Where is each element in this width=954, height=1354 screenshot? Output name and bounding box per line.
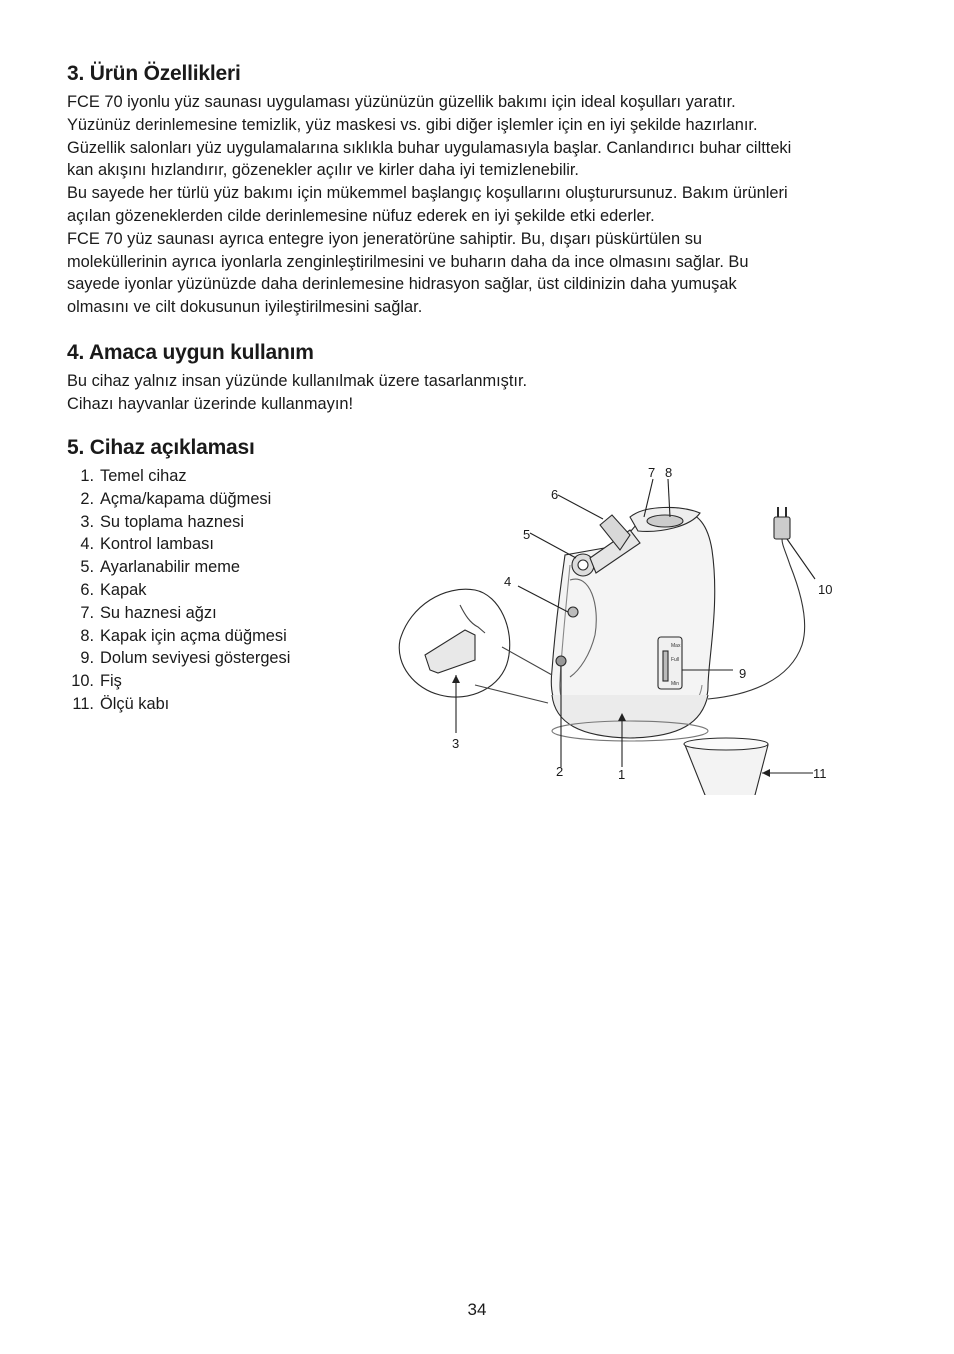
text-line: FCE 70 yüz saunası ayrıca entegre iyon jeneratörüne sahiptir. Bu, dışarı püskürtülen su [67, 229, 703, 248]
callout-2: 2 [556, 764, 564, 779]
list-item: 5. Ayarlanabilir meme [80, 558, 240, 577]
list-item: 1. Temel cihaz [80, 467, 187, 485]
callout-11: 11 [813, 766, 827, 781]
svg-text:Max: Max [671, 643, 681, 649]
list-item: 2. Açma/kapama düğmesi [80, 489, 272, 508]
callout-10: 10 [818, 582, 833, 597]
features-paragraph [67, 91, 897, 319]
list-item: 4. Kontrol lambası [80, 535, 214, 554]
list-item: 10. Fiş [71, 672, 122, 691]
power-cord [708, 539, 805, 699]
callout-8: 8 [665, 465, 673, 480]
list-item: 3. Su toplama haznesi [80, 512, 244, 531]
callout-5: 5 [523, 527, 531, 542]
text-line: moleküllerinin ayrıca iyonlarla zenginleştirilmesini ve buharın daha da ince olmasını sağlar. Bu [67, 252, 749, 271]
power-switch-icon [556, 656, 566, 666]
text-line: olmasını ve cilt dokusunun iyileştirilmesini sağlar. [67, 298, 423, 317]
plug-icon [774, 517, 790, 539]
page-number: 34 [467, 1300, 487, 1319]
callout-1: 1 [618, 767, 626, 782]
control-lamp-icon [568, 607, 578, 617]
section-heading-intended-use: 4. Amaca uygun kullanım [67, 341, 314, 364]
text-line: Bu cihaz yalnız insan yüzünde kullanılmak üzere tasarlanmıştır. [67, 372, 528, 390]
intended-use-paragraph [67, 370, 897, 416]
section-heading-features: 3. Ürün Özellikleri [67, 62, 241, 85]
section-heading-device-description: 5. Cihaz açıklaması [67, 436, 255, 459]
callout-7: 7 [648, 465, 656, 480]
text-line: kan akışını hızlandırır, gözenekler açılır ve kirler daha iyi temizlenebilir. [67, 161, 579, 180]
parts-list [67, 465, 397, 716]
callout-9: 9 [739, 666, 747, 681]
callout-4: 4 [504, 574, 512, 589]
svg-text:Min: Min [671, 681, 680, 687]
list-item: 7. Su haznesi ağzı [80, 603, 217, 622]
list-item: 8. Kapak için açma düğmesi [80, 626, 287, 645]
text-line: FCE 70 iyonlu yüz saunası uygulaması yüzünüzün güzellik bakımı için ideal koşulları yaratır. [67, 93, 736, 111]
list-item: 6. Kapak [80, 580, 147, 599]
svg-text:Full: Full [671, 657, 680, 663]
device-illustration [390, 455, 860, 795]
callout-3: 3 [452, 736, 460, 751]
callout-6: 6 [551, 487, 559, 502]
text-line: Bu sayede her türlü yüz bakımı için mükemmel başlangıç koşullarını oluşturursunuz. Bakım ürünleri [67, 184, 788, 203]
text-line: Yüzünüz derinlemesine temizlik, yüz maskesi vs. gibi diğer işlemler için en iyi şekilde hazırlanır. [67, 115, 758, 134]
text-line: sayede iyonlar yüzünüzde daha derinlemesine hidrasyon sağlar, üst cildinizin daha yumuşak [67, 275, 737, 294]
text-line: Güzellik salonları yüz uygulamalarına sıklıkla buhar uygulamasıyla başlar. Canlandırıcı buhar ciltteki [67, 138, 792, 157]
list-item: 9. Dolum seviyesi göstergesi [80, 649, 291, 668]
list-item: 11. Ölçü kabı [72, 694, 170, 713]
text-line: açılan gözeneklerden cilde derinlemesine nüfuz ederek en iyi şekilde etki ederler. [67, 206, 655, 225]
text-line: Cihazı hayvanlar üzerinde kullanmayın! [67, 394, 354, 413]
